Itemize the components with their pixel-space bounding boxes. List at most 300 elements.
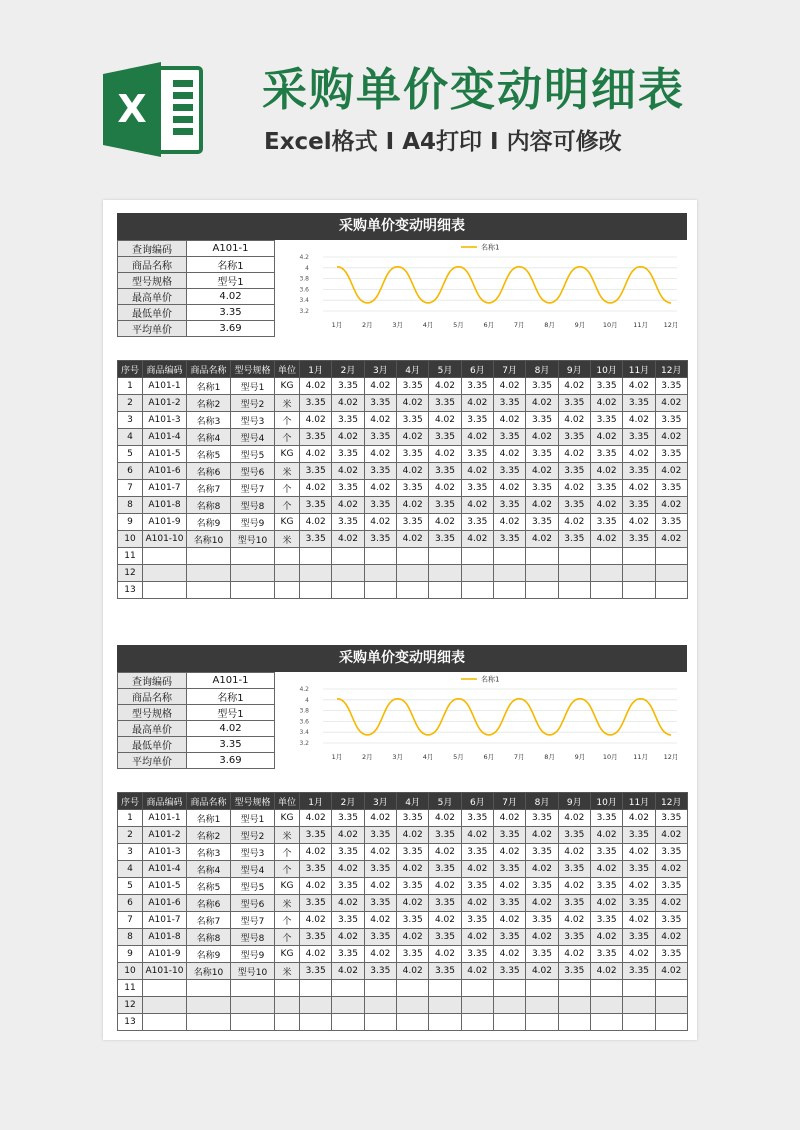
table-cell[interactable] (493, 565, 525, 582)
table-cell[interactable]: 3.35 (526, 878, 558, 895)
table-cell[interactable]: A101-7 (143, 480, 187, 497)
table-cell[interactable]: KG (275, 810, 300, 827)
table-cell[interactable]: 4.02 (526, 929, 558, 946)
table-cell[interactable]: 11 (118, 980, 143, 997)
table-cell[interactable] (231, 582, 275, 599)
table-cell[interactable] (364, 980, 396, 997)
table-cell[interactable]: 13 (118, 582, 143, 599)
table-cell[interactable]: 名称4 (187, 429, 231, 446)
table-cell[interactable]: 3.35 (300, 827, 332, 844)
table-cell[interactable]: 5 (118, 446, 143, 463)
table-cell[interactable] (332, 548, 364, 565)
info-value[interactable]: 3.69 (187, 321, 275, 337)
table-cell[interactable]: 3.35 (396, 878, 428, 895)
table-cell[interactable]: A101-5 (143, 446, 187, 463)
table-cell[interactable]: 型号10 (231, 531, 275, 548)
table-cell[interactable]: 3.35 (461, 946, 493, 963)
table-cell[interactable]: 3.35 (396, 912, 428, 929)
table-cell[interactable] (275, 548, 300, 565)
table-cell[interactable]: 4.02 (590, 827, 622, 844)
table-cell[interactable]: 4.02 (493, 480, 525, 497)
table-cell[interactable]: 型号2 (231, 395, 275, 412)
table-cell[interactable] (364, 582, 396, 599)
table-cell[interactable]: 名称1 (187, 378, 231, 395)
info-value[interactable]: 型号1 (187, 273, 275, 289)
table-cell[interactable]: 3.35 (623, 963, 655, 980)
table-cell[interactable]: 4.02 (461, 463, 493, 480)
table-cell[interactable] (493, 1014, 525, 1031)
table-cell[interactable]: 4.02 (364, 412, 396, 429)
table-cell[interactable]: 3.35 (332, 480, 364, 497)
info-value[interactable]: A101-1 (187, 673, 275, 689)
table-cell[interactable]: 13 (118, 1014, 143, 1031)
table-cell[interactable]: 3.35 (526, 412, 558, 429)
table-cell[interactable]: 3.35 (461, 378, 493, 395)
table-cell[interactable]: KG (275, 878, 300, 895)
table-cell[interactable]: 4.02 (332, 895, 364, 912)
table-cell[interactable]: 3.35 (461, 412, 493, 429)
table-cell[interactable]: 4 (118, 861, 143, 878)
table-cell[interactable]: 3.35 (332, 378, 364, 395)
table-cell[interactable]: 10 (118, 963, 143, 980)
table-cell[interactable]: 4.02 (364, 378, 396, 395)
table-cell[interactable]: 4.02 (461, 929, 493, 946)
table-cell[interactable]: 1 (118, 378, 143, 395)
table-cell[interactable]: 3.35 (332, 446, 364, 463)
table-cell[interactable]: 4.02 (493, 912, 525, 929)
table-cell[interactable] (143, 582, 187, 599)
table-cell[interactable] (300, 1014, 332, 1031)
table-cell[interactable]: 3.35 (364, 463, 396, 480)
table-cell[interactable]: 4.02 (332, 861, 364, 878)
info-value[interactable]: 型号1 (187, 705, 275, 721)
info-value[interactable]: 4.02 (187, 289, 275, 305)
table-cell[interactable]: 4.02 (558, 412, 590, 429)
table-cell[interactable]: 3.35 (364, 895, 396, 912)
table-cell[interactable] (461, 980, 493, 997)
table-cell[interactable]: 4.02 (429, 446, 461, 463)
table-cell[interactable] (655, 565, 687, 582)
table-cell[interactable]: 型号2 (231, 827, 275, 844)
table-cell[interactable]: 3.35 (429, 929, 461, 946)
table-cell[interactable]: 3.35 (396, 446, 428, 463)
table-cell[interactable]: A101-4 (143, 429, 187, 446)
table-cell[interactable]: 4.02 (558, 514, 590, 531)
table-cell[interactable] (332, 582, 364, 599)
table-cell[interactable]: 3.35 (493, 497, 525, 514)
table-cell[interactable]: 3 (118, 844, 143, 861)
table-cell[interactable]: 名称1 (187, 810, 231, 827)
table-cell[interactable]: 名称6 (187, 895, 231, 912)
table-cell[interactable] (187, 1014, 231, 1031)
table-cell[interactable]: A101-6 (143, 463, 187, 480)
table-cell[interactable] (623, 582, 655, 599)
table-cell[interactable]: 9 (118, 514, 143, 531)
table-cell[interactable]: 3.35 (493, 463, 525, 480)
table-cell[interactable] (590, 1014, 622, 1031)
table-cell[interactable]: 4.02 (461, 963, 493, 980)
table-cell[interactable]: 4.02 (558, 378, 590, 395)
table-cell[interactable]: 名称8 (187, 929, 231, 946)
table-cell[interactable]: 3.35 (364, 395, 396, 412)
table-cell[interactable]: 3.35 (396, 810, 428, 827)
table-cell[interactable]: 4.02 (623, 480, 655, 497)
table-cell[interactable]: 名称7 (187, 480, 231, 497)
table-cell[interactable]: 4.02 (332, 429, 364, 446)
table-cell[interactable]: 4.02 (396, 429, 428, 446)
table-cell[interactable]: 7 (118, 912, 143, 929)
table-cell[interactable]: 4.02 (300, 446, 332, 463)
table-cell[interactable]: 型号4 (231, 429, 275, 446)
table-cell[interactable]: 4.02 (461, 827, 493, 844)
table-cell[interactable]: 名称5 (187, 446, 231, 463)
table-cell[interactable] (461, 565, 493, 582)
table-cell[interactable]: A101-10 (143, 531, 187, 548)
table-cell[interactable]: 3.35 (332, 412, 364, 429)
table-cell[interactable] (590, 980, 622, 997)
table-cell[interactable]: 4.02 (300, 878, 332, 895)
table-cell[interactable]: 型号8 (231, 497, 275, 514)
table-cell[interactable]: 6 (118, 895, 143, 912)
table-cell[interactable] (558, 997, 590, 1014)
table-cell[interactable]: 米 (275, 895, 300, 912)
table-cell[interactable]: 4.02 (364, 514, 396, 531)
table-cell[interactable]: 个 (275, 912, 300, 929)
table-cell[interactable]: 4.02 (493, 446, 525, 463)
table-cell[interactable]: 1 (118, 810, 143, 827)
table-cell[interactable]: 4.02 (590, 463, 622, 480)
table-cell[interactable]: 4.02 (332, 497, 364, 514)
table-cell[interactable]: 4.02 (396, 395, 428, 412)
info-value[interactable]: 名称1 (187, 689, 275, 705)
table-cell[interactable]: 4.02 (396, 861, 428, 878)
table-cell[interactable]: 3.35 (558, 395, 590, 412)
table-cell[interactable]: 3.35 (461, 878, 493, 895)
table-cell[interactable]: 3.35 (590, 480, 622, 497)
table-cell[interactable]: 3.35 (300, 531, 332, 548)
table-cell[interactable]: 4.02 (429, 480, 461, 497)
table-cell[interactable] (526, 997, 558, 1014)
table-cell[interactable] (275, 582, 300, 599)
table-cell[interactable] (655, 997, 687, 1014)
table-cell[interactable]: 4.02 (396, 827, 428, 844)
table-cell[interactable]: 4.02 (493, 412, 525, 429)
table-cell[interactable]: 3.35 (461, 810, 493, 827)
table-cell[interactable]: 3.35 (300, 929, 332, 946)
table-cell[interactable]: KG (275, 514, 300, 531)
table-cell[interactable]: 4.02 (364, 446, 396, 463)
table-cell[interactable] (300, 565, 332, 582)
table-cell[interactable]: 2 (118, 395, 143, 412)
table-cell[interactable]: 3.35 (429, 395, 461, 412)
table-cell[interactable]: 4 (118, 429, 143, 446)
table-cell[interactable]: 3.35 (429, 531, 461, 548)
table-cell[interactable]: 型号1 (231, 378, 275, 395)
table-cell[interactable]: 名称5 (187, 878, 231, 895)
table-cell[interactable]: 3.35 (300, 395, 332, 412)
table-cell[interactable] (655, 582, 687, 599)
info-value[interactable]: 3.35 (187, 737, 275, 753)
table-cell[interactable]: 3.35 (364, 861, 396, 878)
table-cell[interactable]: 4.02 (300, 946, 332, 963)
table-cell[interactable]: 4.02 (429, 844, 461, 861)
table-cell[interactable] (558, 582, 590, 599)
table-cell[interactable] (461, 548, 493, 565)
table-cell[interactable]: 3.35 (332, 514, 364, 531)
table-cell[interactable]: 个 (275, 861, 300, 878)
table-cell[interactable]: 3.35 (655, 514, 687, 531)
table-cell[interactable]: A101-8 (143, 929, 187, 946)
table-cell[interactable]: 5 (118, 878, 143, 895)
table-cell[interactable]: 3.35 (364, 531, 396, 548)
table-cell[interactable] (332, 565, 364, 582)
table-cell[interactable]: 4.02 (461, 895, 493, 912)
table-cell[interactable]: 名称3 (187, 844, 231, 861)
table-cell[interactable]: 4.02 (590, 963, 622, 980)
table-cell[interactable]: 8 (118, 497, 143, 514)
table-cell[interactable]: 米 (275, 963, 300, 980)
table-cell[interactable] (332, 1014, 364, 1031)
table-cell[interactable]: 3.35 (655, 810, 687, 827)
table-cell[interactable]: 3.35 (526, 946, 558, 963)
table-cell[interactable]: 3.35 (429, 497, 461, 514)
table-cell[interactable]: 4.02 (590, 861, 622, 878)
table-cell[interactable]: 3.35 (461, 514, 493, 531)
table-cell[interactable]: 4.02 (396, 895, 428, 912)
table-cell[interactable]: 4.02 (558, 878, 590, 895)
table-cell[interactable] (187, 565, 231, 582)
table-cell[interactable]: 4.02 (623, 514, 655, 531)
table-cell[interactable]: 个 (275, 480, 300, 497)
table-cell[interactable]: 3.35 (332, 912, 364, 929)
table-cell[interactable]: 4.02 (655, 531, 687, 548)
table-cell[interactable]: 2 (118, 827, 143, 844)
table-cell[interactable]: 3.35 (526, 446, 558, 463)
table-cell[interactable]: 4.02 (396, 497, 428, 514)
table-cell[interactable]: 3.35 (558, 429, 590, 446)
table-cell[interactable]: 4.02 (623, 912, 655, 929)
table-cell[interactable] (558, 565, 590, 582)
table-cell[interactable]: 3.35 (526, 810, 558, 827)
table-cell[interactable]: 4.02 (429, 378, 461, 395)
table-cell[interactable]: 3.35 (493, 827, 525, 844)
table-cell[interactable]: 3.35 (332, 946, 364, 963)
table-cell[interactable]: 型号6 (231, 895, 275, 912)
table-cell[interactable] (300, 980, 332, 997)
table-cell[interactable]: 3.35 (558, 497, 590, 514)
table-cell[interactable]: 4.02 (493, 878, 525, 895)
table-cell[interactable]: 4.02 (558, 912, 590, 929)
table-cell[interactable] (332, 997, 364, 1014)
table-cell[interactable] (590, 565, 622, 582)
table-cell[interactable]: A101-10 (143, 963, 187, 980)
table-cell[interactable] (461, 582, 493, 599)
table-cell[interactable] (396, 548, 428, 565)
table-cell[interactable]: 4.02 (623, 810, 655, 827)
table-cell[interactable]: 3.35 (558, 861, 590, 878)
table-cell[interactable] (429, 980, 461, 997)
table-cell[interactable]: 3.35 (590, 912, 622, 929)
table-cell[interactable]: 10 (118, 531, 143, 548)
table-cell[interactable]: KG (275, 378, 300, 395)
table-cell[interactable]: 3.35 (461, 446, 493, 463)
table-cell[interactable]: 3.35 (332, 810, 364, 827)
table-cell[interactable]: 3.35 (300, 895, 332, 912)
table-cell[interactable]: 3.35 (493, 929, 525, 946)
table-cell[interactable]: 3.35 (396, 514, 428, 531)
table-cell[interactable] (493, 548, 525, 565)
table-cell[interactable]: 4.02 (429, 878, 461, 895)
table-cell[interactable]: 名称2 (187, 827, 231, 844)
table-cell[interactable]: 4.02 (332, 827, 364, 844)
table-cell[interactable] (526, 548, 558, 565)
table-cell[interactable] (623, 980, 655, 997)
table-cell[interactable] (231, 997, 275, 1014)
table-cell[interactable]: 3.35 (655, 912, 687, 929)
table-cell[interactable]: 3.35 (558, 895, 590, 912)
table-cell[interactable]: 3.35 (493, 861, 525, 878)
table-cell[interactable]: 型号6 (231, 463, 275, 480)
table-cell[interactable]: 3.35 (623, 497, 655, 514)
table-cell[interactable] (590, 997, 622, 1014)
table-cell[interactable]: 名称10 (187, 531, 231, 548)
table-cell[interactable] (558, 980, 590, 997)
table-cell[interactable] (143, 997, 187, 1014)
table-cell[interactable]: 3.35 (461, 844, 493, 861)
table-cell[interactable]: 4.02 (429, 912, 461, 929)
table-cell[interactable] (590, 548, 622, 565)
info-value[interactable]: 4.02 (187, 721, 275, 737)
table-cell[interactable] (655, 1014, 687, 1031)
table-cell[interactable] (558, 1014, 590, 1031)
table-cell[interactable]: 3.35 (558, 463, 590, 480)
table-cell[interactable]: 3.35 (300, 463, 332, 480)
table-cell[interactable]: 4.02 (655, 895, 687, 912)
table-cell[interactable] (300, 548, 332, 565)
table-cell[interactable]: 4.02 (461, 395, 493, 412)
table-cell[interactable]: 4.02 (364, 946, 396, 963)
table-cell[interactable]: 4.02 (364, 878, 396, 895)
table-cell[interactable]: 3.35 (332, 878, 364, 895)
table-cell[interactable]: 3.35 (396, 844, 428, 861)
table-cell[interactable] (187, 582, 231, 599)
table-cell[interactable]: 名称4 (187, 861, 231, 878)
table-cell[interactable]: 3.35 (300, 429, 332, 446)
table-cell[interactable]: 3.35 (493, 895, 525, 912)
table-cell[interactable]: 3.35 (623, 861, 655, 878)
table-cell[interactable]: 3.35 (429, 429, 461, 446)
table-cell[interactable]: 4.02 (526, 395, 558, 412)
table-cell[interactable]: 4.02 (526, 963, 558, 980)
table-cell[interactable]: 4.02 (461, 497, 493, 514)
table-cell[interactable]: 4.02 (300, 810, 332, 827)
table-cell[interactable]: 4.02 (526, 531, 558, 548)
table-cell[interactable]: A101-6 (143, 895, 187, 912)
table-cell[interactable]: 4.02 (623, 878, 655, 895)
table-cell[interactable]: 3.35 (300, 861, 332, 878)
table-cell[interactable]: 4.02 (655, 963, 687, 980)
table-cell[interactable]: 7 (118, 480, 143, 497)
table-cell[interactable]: 4.02 (558, 844, 590, 861)
table-cell[interactable]: A101-3 (143, 412, 187, 429)
table-cell[interactable]: 4.02 (558, 810, 590, 827)
table-cell[interactable] (623, 548, 655, 565)
table-cell[interactable]: A101-9 (143, 514, 187, 531)
table-cell[interactable]: 型号3 (231, 844, 275, 861)
table-cell[interactable] (396, 980, 428, 997)
table-cell[interactable]: 4.02 (461, 531, 493, 548)
table-cell[interactable]: 3.35 (590, 378, 622, 395)
table-cell[interactable]: 名称3 (187, 412, 231, 429)
table-cell[interactable] (396, 565, 428, 582)
table-cell[interactable]: 12 (118, 565, 143, 582)
table-cell[interactable] (275, 1014, 300, 1031)
table-cell[interactable]: 4.02 (332, 963, 364, 980)
table-cell[interactable]: 4.02 (396, 929, 428, 946)
table-cell[interactable] (526, 980, 558, 997)
table-cell[interactable]: 4.02 (558, 480, 590, 497)
table-cell[interactable] (590, 582, 622, 599)
table-cell[interactable] (429, 548, 461, 565)
table-cell[interactable]: 4.02 (300, 844, 332, 861)
table-cell[interactable]: A101-8 (143, 497, 187, 514)
table-cell[interactable]: 名称7 (187, 912, 231, 929)
table-cell[interactable]: 3.35 (526, 514, 558, 531)
table-cell[interactable] (396, 997, 428, 1014)
table-cell[interactable]: 4.02 (332, 531, 364, 548)
table-cell[interactable]: 4.02 (590, 929, 622, 946)
table-cell[interactable]: KG (275, 446, 300, 463)
table-cell[interactable]: 3 (118, 412, 143, 429)
table-cell[interactable]: 名称8 (187, 497, 231, 514)
table-cell[interactable] (364, 1014, 396, 1031)
table-cell[interactable]: 3.35 (623, 895, 655, 912)
table-cell[interactable]: 型号5 (231, 878, 275, 895)
table-cell[interactable]: 3.35 (655, 446, 687, 463)
table-cell[interactable] (655, 548, 687, 565)
table-cell[interactable]: 4.02 (493, 810, 525, 827)
table-cell[interactable]: 名称10 (187, 963, 231, 980)
table-cell[interactable]: A101-1 (143, 378, 187, 395)
table-cell[interactable] (364, 565, 396, 582)
table-cell[interactable] (300, 582, 332, 599)
table-cell[interactable]: 3.35 (364, 497, 396, 514)
table-cell[interactable] (275, 997, 300, 1014)
table-cell[interactable]: A101-5 (143, 878, 187, 895)
table-cell[interactable]: 4.02 (396, 963, 428, 980)
table-cell[interactable]: 4.02 (590, 497, 622, 514)
table-cell[interactable] (275, 565, 300, 582)
table-cell[interactable]: 3.35 (364, 963, 396, 980)
table-cell[interactable]: 3.35 (558, 827, 590, 844)
table-cell[interactable]: 型号4 (231, 861, 275, 878)
table-cell[interactable]: 4.02 (655, 463, 687, 480)
table-cell[interactable]: 3.35 (396, 946, 428, 963)
table-cell[interactable] (558, 548, 590, 565)
table-cell[interactable]: 4.02 (364, 480, 396, 497)
table-cell[interactable]: A101-9 (143, 946, 187, 963)
table-cell[interactable]: 3.35 (590, 446, 622, 463)
table-cell[interactable]: 3.35 (429, 861, 461, 878)
table-cell[interactable]: 米 (275, 827, 300, 844)
table-cell[interactable]: 型号3 (231, 412, 275, 429)
table-cell[interactable]: 4.02 (655, 861, 687, 878)
table-cell[interactable]: 4.02 (300, 912, 332, 929)
table-cell[interactable] (429, 1014, 461, 1031)
table-cell[interactable]: 4.02 (429, 810, 461, 827)
table-cell[interactable] (461, 997, 493, 1014)
table-cell[interactable]: 3.35 (461, 480, 493, 497)
